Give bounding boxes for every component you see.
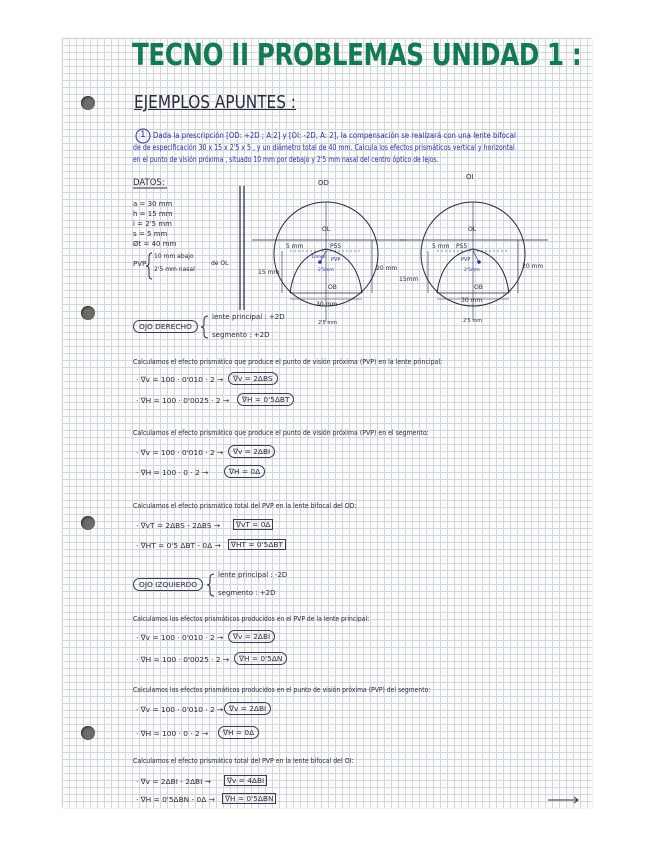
oi-eq: · ∇H = 100 · 0 · 2 → xyxy=(136,729,209,738)
od-eq: · ∇H = 100 · 0 · 2 → xyxy=(136,468,209,477)
od-dim: 5 mm xyxy=(286,243,304,250)
od-answer: ∇H = 0'5ΔBT xyxy=(237,393,294,406)
oi-answer: ∇v = 2ΔBI xyxy=(224,702,271,715)
od-dim: P55 xyxy=(330,243,342,250)
od-answer: ∇v = 2ΔBI xyxy=(228,445,275,458)
od-ob-label: OB xyxy=(328,284,337,291)
od-lens-segment: segmento : +2D xyxy=(212,331,270,339)
oi-dim: 2'5 mm xyxy=(463,318,483,324)
oi-lens-segment: segmento : +2D xyxy=(218,589,276,597)
od-eq: · ∇HT = 0'5 ΔBT - 0Δ → xyxy=(136,541,221,550)
oi-answer: ∇v = 4ΔBI xyxy=(224,775,267,786)
od-dim: 2'5mm xyxy=(318,268,334,273)
oi-dim: 5 mm xyxy=(432,243,450,250)
oi-ob-label: OB xyxy=(474,284,483,291)
oi-section-label: OJO IZQUIERDO xyxy=(133,578,203,591)
od-section-label: OJO DERECHO xyxy=(133,320,198,333)
oi-eq: · ∇v = 2ΔBI - 2ΔBI → xyxy=(136,777,211,786)
oi-dim: 30 mm xyxy=(461,297,483,304)
pvp-line: 2'5 mm nasal xyxy=(154,266,195,273)
oi-dim: 2'5mm xyxy=(464,268,480,273)
od-dim: 2'5 mm xyxy=(318,320,338,326)
pvp-line: 10 mm abajo xyxy=(154,253,194,260)
datos-item: Øt = 40 mm xyxy=(133,240,177,248)
datos-heading: DATOS: xyxy=(133,178,165,188)
oi-dim: PVP xyxy=(461,257,471,263)
oi-dim: P55 xyxy=(456,243,468,250)
oi-question-1: Calculamos los efectos prismáticos producidos en el PVP de la lente principal: xyxy=(133,614,370,623)
oi-eq: · ∇H = 100 · 0'0025 · 2 → xyxy=(136,655,230,664)
od-answer: ∇H = 0Δ xyxy=(224,465,265,478)
oi-dim: 20 mm xyxy=(522,263,544,270)
od-dim: 10mm xyxy=(311,255,326,260)
datos-item: i = 2'5 mm xyxy=(133,220,172,228)
oi-diagram-label: OI xyxy=(466,173,474,181)
od-dim: 30 mm xyxy=(316,301,338,308)
pvp-label: PVP xyxy=(133,260,147,268)
problem-line-2: de de especificación 30 x 15 x 2'5 x 5 , y un diámetro total de 40 mm. Calcula los efectos prismáticos vertical y horizontal xyxy=(133,143,515,152)
oi-answer: ∇v = 2ΔBI xyxy=(228,630,275,643)
oi-answer: ∇H = 0Δ xyxy=(218,726,259,739)
od-eq: · ∇vT = 2ΔBS - 2ΔBS → xyxy=(136,521,221,530)
problem-line-3: en el punto de visión próxima , situado 10 mm por debajo y 2'5 mm nasal del centro óptico de lejos. xyxy=(133,155,439,164)
oi-answer: ∇H = 0'5ΔN xyxy=(234,652,287,665)
od-diagram-label: OD xyxy=(318,179,329,187)
page-title: TECNO II PROBLEMAS UNIDAD 1 : xyxy=(132,38,582,73)
oi-eq: · ∇H = 0'5ΔBN - 0Δ → xyxy=(136,795,215,804)
od-eq: · ∇v = 100 · 0'010 · 2 → xyxy=(136,375,224,384)
od-dim: PVP xyxy=(331,257,341,263)
datos-item: s = 5 mm xyxy=(133,230,168,238)
od-dim: 20 mm xyxy=(376,265,398,272)
problem-number: 1 xyxy=(140,130,146,140)
od-question-3: Calculamos el efecto prismático total del PVP en la lente bifocal del OD: xyxy=(133,501,357,510)
od-lens-main: lente principal : +2D xyxy=(212,313,285,321)
od-ol-label: OL xyxy=(322,226,331,233)
od-eq: · ∇v = 100 · 0'010 · 2 → xyxy=(136,448,224,457)
od-dim: 15 mm xyxy=(258,269,280,276)
od-answer: ∇vT = 0Δ xyxy=(233,519,273,530)
pvp-suffix: de OL xyxy=(211,260,229,267)
oi-eq: · ∇v = 100 · 0'010 · 2 → xyxy=(136,705,224,714)
oi-question-2: Calculamos los efectos prismáticos producidos en el punto de visión próxima (PVP) del segmento: xyxy=(133,685,431,694)
oi-dim: 15mm xyxy=(399,276,419,283)
oi-eq: · ∇v = 100 · 0'010 · 2 → xyxy=(136,633,224,642)
problem-line-1: Dada la prescripción [OD: +2D ; A:2] y [OI: -2D, A: 2], la compensación se realizará con una lente bifocal xyxy=(153,131,516,140)
od-question-1: Calculamos el efecto prismático que produce el punto de visión próxima (PVP) en la lente principal: xyxy=(133,357,443,366)
oi-question-3: Calculamos el efecto prismático total del PVP en la lente bifocal del OI: xyxy=(133,756,354,765)
oi-ol-label: OL xyxy=(468,226,477,233)
od-eq: · ∇H = 100 · 0'0025 · 2 → xyxy=(136,396,230,405)
datos-item: a = 30 mm xyxy=(133,200,173,208)
od-question-2: Calculamos el efecto prismático que produce el punto de visión próxima (PVP) en el segmento: xyxy=(133,428,429,437)
oi-lens-main: lente principal : -2D xyxy=(218,571,288,579)
oi-answer: ∇H = 0'5ΔBN xyxy=(222,793,276,804)
od-answer: ∇v = 2ΔBS xyxy=(228,372,278,385)
datos-item: h = 15 mm xyxy=(133,210,173,218)
section-subtitle: EJEMPLOS APUNTES : xyxy=(134,92,296,113)
od-answer: ∇HT = 0'5ΔBT xyxy=(228,539,286,550)
